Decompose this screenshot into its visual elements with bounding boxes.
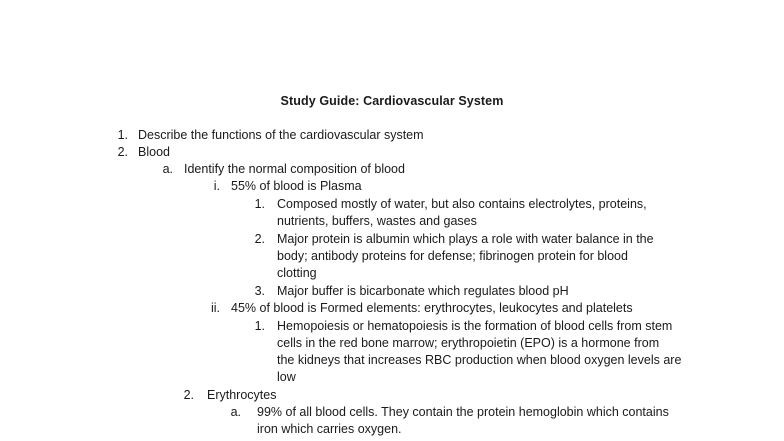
list-item-text: 99% of all blood cells. They contain the protein hemoglobin which contains (257, 405, 669, 419)
list-item-continuation: low (277, 370, 296, 384)
list-marker: 2. (117, 145, 128, 159)
list-item-continuation: nutrients, buffers, wastes and gases (277, 214, 477, 228)
list-marker: 2. (254, 232, 265, 246)
list-marker: 1. (254, 197, 265, 211)
list-marker: a. (230, 405, 241, 419)
list-marker: i. (213, 179, 220, 193)
list-marker: 1. (254, 319, 265, 333)
list-item-text: 55% of blood is Plasma (231, 179, 362, 193)
document-title: Study Guide: Cardiovascular System (280, 94, 504, 108)
list-item-text: Erythrocytes (207, 388, 277, 402)
list-item-text: Major buffer is bicarbonate which regulates blood pH (277, 284, 569, 298)
list-item-text: Describe the functions of the cardiovascular system (138, 128, 424, 142)
list-marker: 1. (117, 128, 128, 142)
list-item-continuation: body; antibody proteins for defense; fibrinogen protein for blood (277, 249, 628, 263)
list-item-text: Hemopoiesis or hematopoiesis is the formation of blood cells from stem (277, 319, 673, 333)
list-marker: 2. (183, 388, 194, 402)
list-item-text: Composed mostly of water, but also contains electrolytes, proteins, (277, 197, 647, 211)
list-item-text: Major protein is albumin which plays a role with water balance in the (277, 232, 654, 246)
list-item-text: Blood (138, 145, 170, 159)
list-marker: ii. (210, 301, 220, 315)
list-marker: 3. (254, 284, 265, 298)
list-marker: a. (162, 162, 173, 176)
list-item-continuation: clotting (277, 266, 317, 280)
list-item-continuation: the kidneys that increases RBC production when blood oxygen levels are (277, 353, 682, 367)
list-item-text: Identify the normal composition of blood (184, 162, 405, 176)
list-item-continuation: cells in the red bone marrow; erythropoietin (EPO) is a hormone from (277, 336, 660, 350)
list-item-text: 45% of blood is Formed elements: erythrocytes, leukocytes and platelets (231, 301, 633, 315)
list-item-continuation: iron which carries oxygen. (257, 422, 402, 436)
